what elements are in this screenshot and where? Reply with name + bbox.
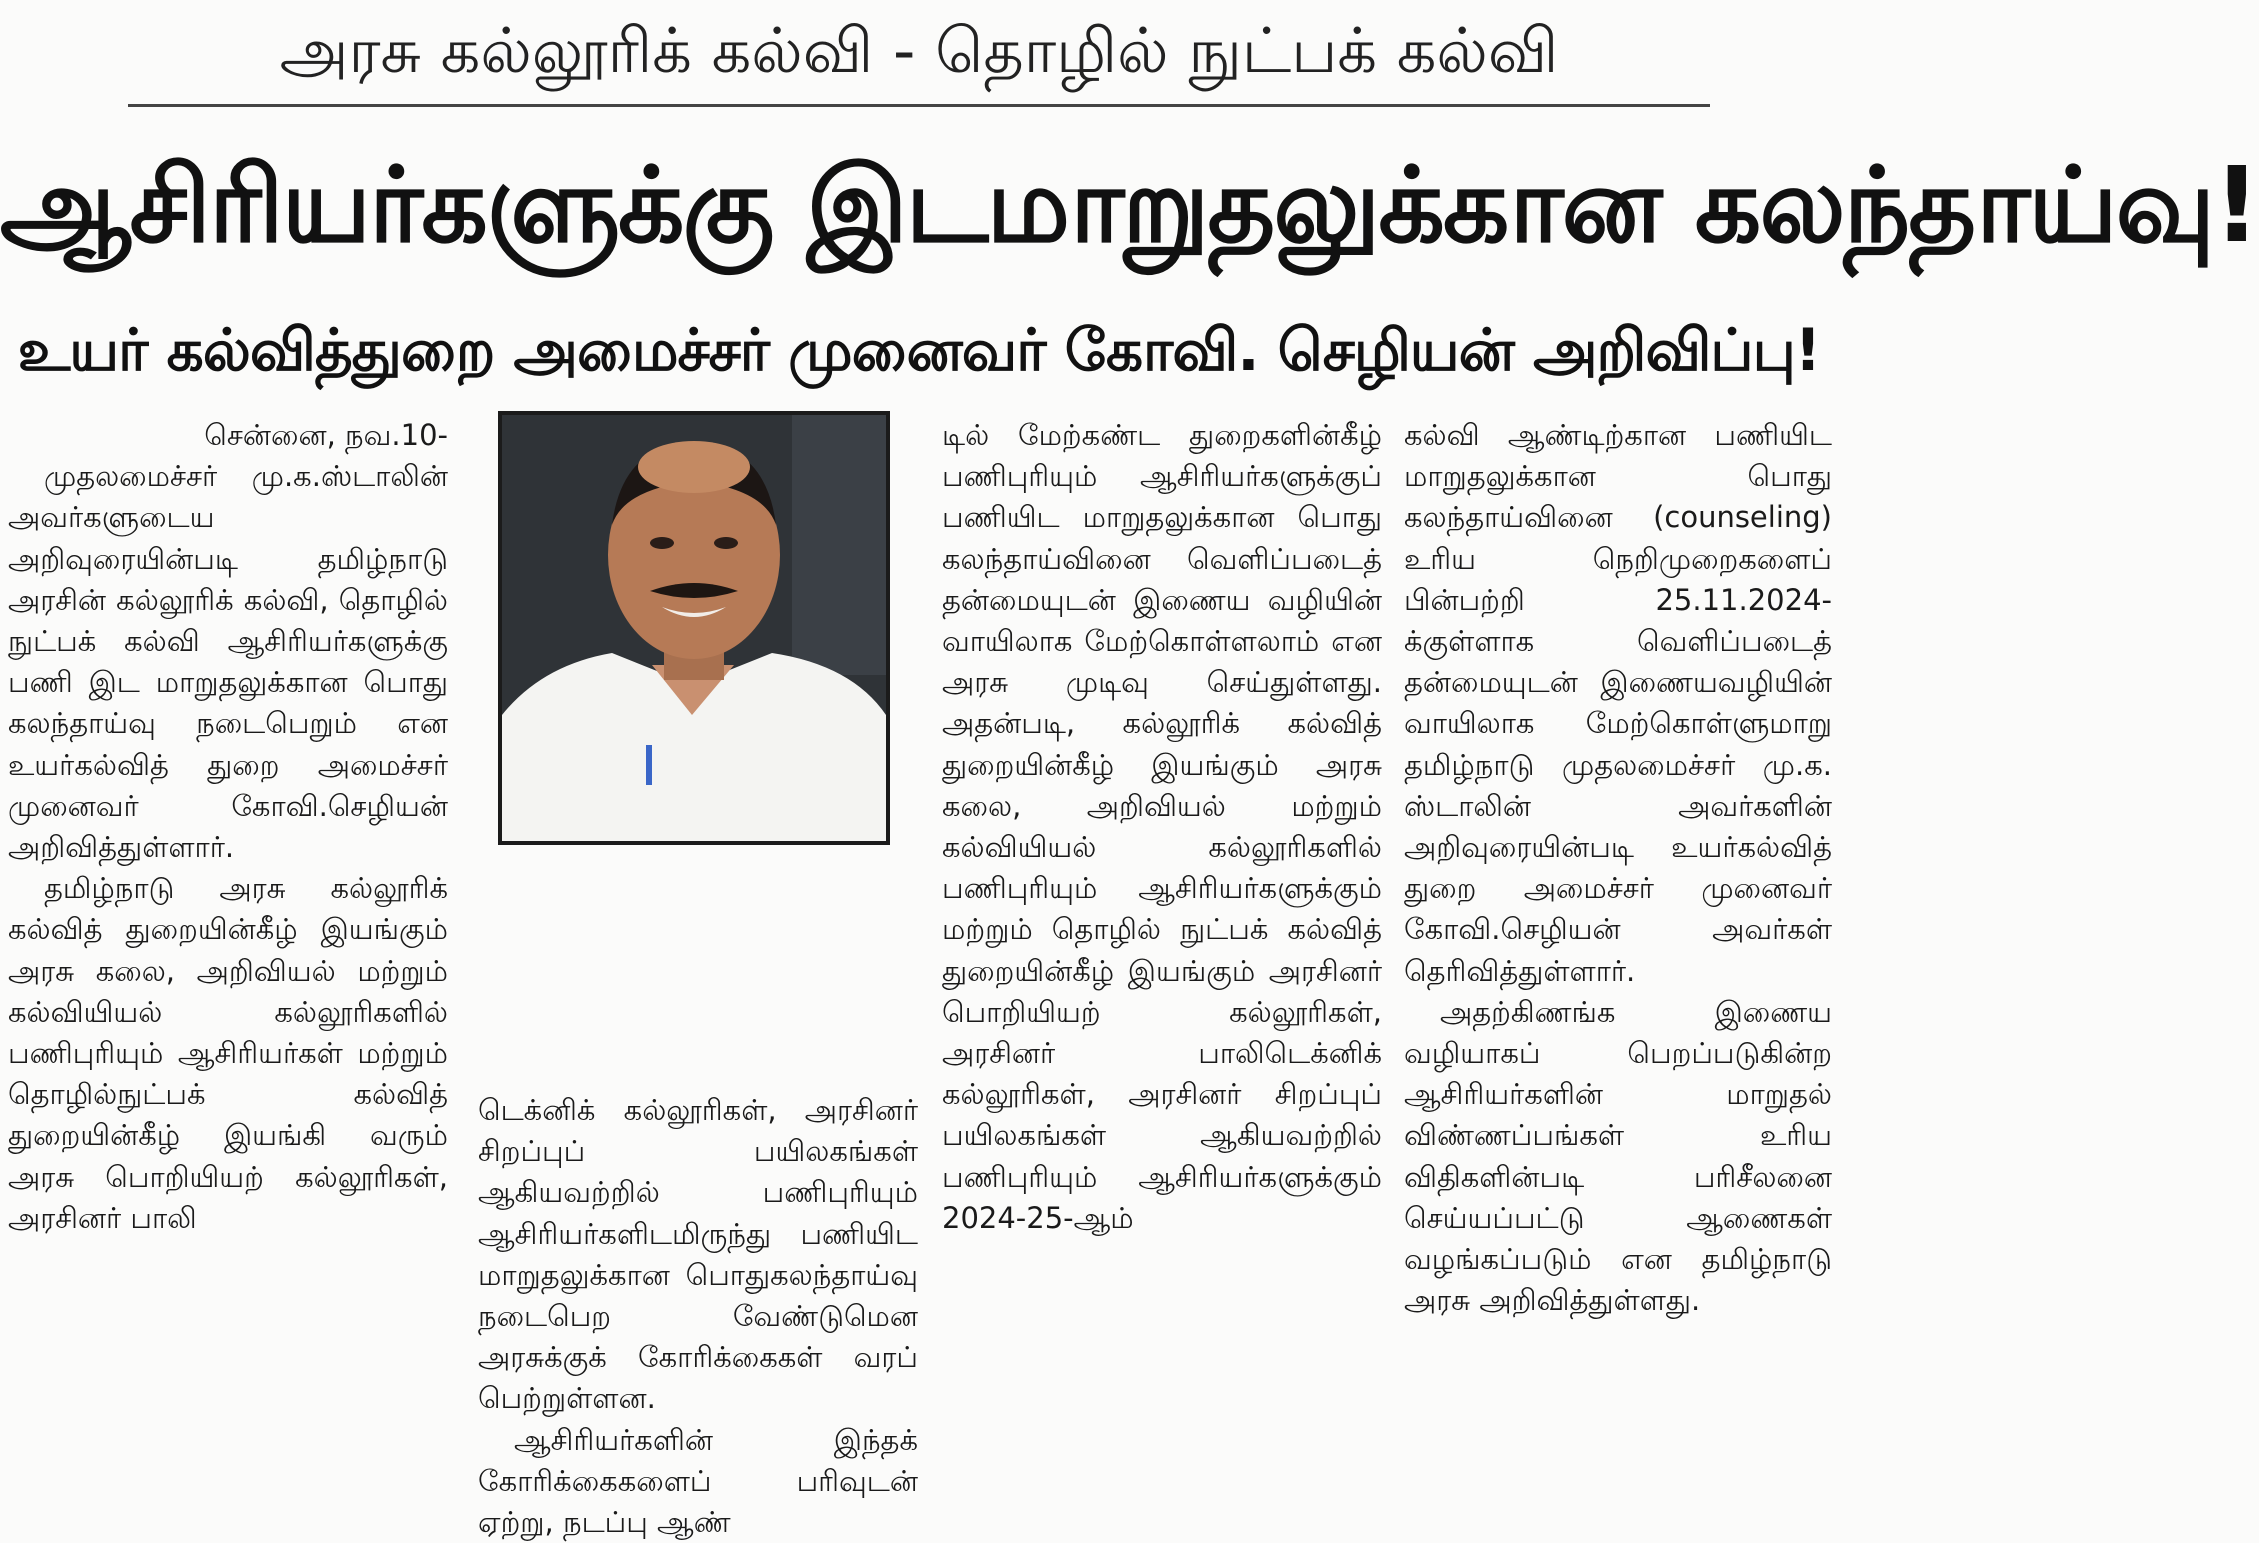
header-divider (128, 104, 1710, 107)
article-column-3 (942, 415, 1382, 1335)
article-paragraph: அதற்கிணங்க இணைய வழியாகப் பெறப்படுகின்ற ஆசிரியர்களின் மாறுதல் விண்ணப்பங்கள் உரிய விதிகளின்படி பரிசீலனை செய்யப்பட்டு ஆணைகள் வழங்கப்படும் என தமிழ்நாடு அரசு அறிவித்துள்ளது. (1404, 994, 1832, 1318)
article-paragraph: தமிழ்நாடு அரசு கல்லூரிக் கல்வித் துறையின்கீழ் இயங்கும் அரசு கலை, அறிவியல் மற்றும் கல்வியியல் கல்லூரிகளில் பணிபுரியும் ஆசிரியர்கள் மற்றும் தொழில்நுட்பக் கல்வித் துறையின்கீழ் இயங்கி வரும் அரசு பொறியியற் கல்லூரிகள், அரசினர் பாலி (8, 871, 448, 1235)
kicker-headline: அரசு கல்லூரிக் கல்வி - தொழில் நுட்பக் கல்வி (279, 14, 1559, 87)
main-headline: ஆசிரியர்களுக்கு இடமாறுதலுக்கான கலந்தாய்வு! (0, 144, 2259, 266)
dateline: சென்னை, நவ.10- (204, 418, 448, 452)
article-column-2 (478, 1090, 918, 1540)
portrait-image (502, 415, 886, 841)
article-paragraph: ஆசிரியர்களின் இந்தக் கோரிக்கைகளைப் பரிவுடன் ஏற்று, நடப்பு ஆண் (478, 1422, 918, 1540)
minister-photo (498, 411, 890, 845)
article-column-1 (8, 415, 448, 1335)
article-paragraph: டில் மேற்கண்ட துறைகளின்கீழ் பணிபுரியும் ஆசிரியர்களுக்குப் பணியிட மாறுதலுக்கான பொது கலந்தாய்வினை வெளிப்படைத் தன்மையுடன் இணைய வழியின் வாயிலாக மேற்கொள்ளலாம் என அரசு முடிவு செய்துள்ளது. அதன்படி, கல்லூரிக் கல்வித் துறையின்கீழ் இயங்கும் அரசு கலை, அறிவியல் மற்றும் கல்வியியல் கல்லூரிகளில் பணிபுரியும் ஆசிரியர்களுக்கும் மற்றும் தொழில் நுட்பக் கல்வித் துறையின்கீழ் இயங்கும் அரசினர் பொறியியற் கல்லூரிகள், அரசினர் பாலிடெக்னிக் கல்லூரிகள், அரசினர் சிறப்புப் பயிலகங்கள் ஆகியவற்றில் பணிபுரியும் ஆசிரியர்களுக்கும் 2024-25-ஆம் (942, 418, 1382, 1235)
article-paragraph: கல்வி ஆண்டிற்கான பணியிட மாறுதலுக்கான பொது கலந்தாய்வினை (counseling) உரிய நெறிமுறைகளைப் பின்பற்றி 25.11.2024-க்குள்ளாக வெளிப்படைத் தன்மையுடன் இணையவழியின் வாயிலாக மேற்கொள்ளுமாறு தமிழ்நாடு முதலமைச்சர் மு.க. ஸ்டாலின் அவர்களின் அறிவுரையின்படி உயர்கல்வித் துறை அமைச்சர் முனைவர் கோவி.செழியன் அவர்கள் தெரிவித்துள்ளார். (1404, 418, 1832, 988)
article-column-4 (1404, 415, 1832, 1335)
article-paragraph: டெக்னிக் கல்லூரிகள், அரசினர் சிறப்புப் பயிலகங்கள் ஆகியவற்றில் பணிபுரியும் ஆசிரியர்களிடமிருந்து பணியிட மாறுதலுக்கான பொதுகலந்தாய்வு நடைபெற வேண்டுமென அரசுக்குக் கோரிக்கைகள் வரப் பெற்றுள்ளன. (478, 1093, 918, 1416)
sub-headline: உயர் கல்வித்துறை அமைச்சர் முனைவர் கோவி. செழியன் அறிவிப்பு! (17, 316, 1821, 384)
article-paragraph: முதலமைச்சர் மு.க.ஸ்டாலின் அவர்களுடைய அறிவுரையின்படி தமிழ்நாடு அரசின் கல்லூரிக் கல்வி, தொழில் நுட்பக் கல்வி ஆசிரியர்களுக்கு பணி இட மாறுதலுக்கான பொது கலந்தாய்வு நடைபெறும் என உயர்கல்வித் துறை அமைச்சர் முனைவர் கோவி.செழியன் அறிவித்துள்ளார். (8, 459, 448, 865)
